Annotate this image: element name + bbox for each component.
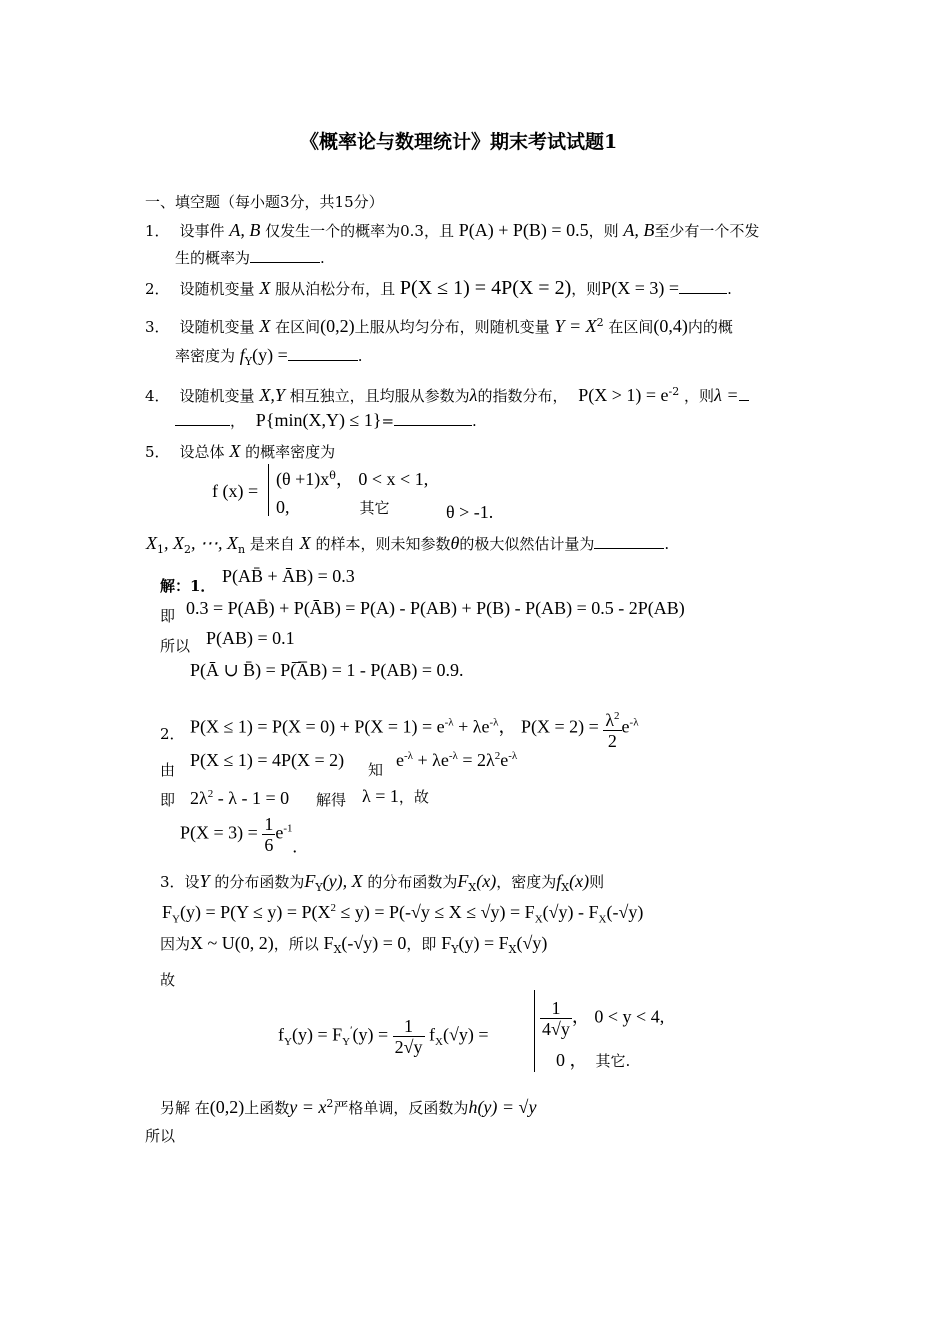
answer-blank[interactable] bbox=[739, 386, 749, 401]
solution-2-eq-5: λ = 1，故 bbox=[362, 786, 429, 806]
density-case-1: $(\theta +1)x^\theta$， 0 < x < 1, bbox=[276, 469, 429, 489]
section-heading: 一、填空题（每小题3分，共15分） bbox=[145, 193, 384, 211]
fraction: $\frac{1}{2√y}$ bbox=[394, 1016, 423, 1057]
solution-3-gu: 故 bbox=[160, 971, 176, 989]
solution-3-final-eq: $f_Y(y) = F_Y'(y)$ = $\frac{1}{2√y}$ $f_X(√y)$ = bbox=[278, 1016, 489, 1057]
fraction: $\frac{1}{4√y}$ bbox=[542, 998, 570, 1039]
question-4-line-2: ， P{min(X,Y) ≤ 1}= . bbox=[175, 410, 477, 431]
solution-2-eq-4: $2\lambda^2 - \lambda - 1 = 0$ bbox=[190, 788, 290, 808]
answer-blank[interactable] bbox=[288, 346, 358, 361]
piecewise-brace bbox=[534, 990, 535, 1072]
solution-2-eq-6: P(X = 3) = $\frac{1}{6}$ $e^{-1}$. bbox=[180, 814, 297, 857]
piecewise-brace bbox=[268, 464, 269, 516]
theta-condition: θ > -1. bbox=[446, 502, 494, 522]
density-lhs: f (x) = bbox=[212, 481, 259, 501]
fraction: $\frac{\lambda^2}{2}$ bbox=[603, 706, 621, 751]
question-5-line-2: $X_1$, $X_2$, ⋯, $X_n$ 是来自 X 的样本，则未知参数θ的极大似然估计量为 . bbox=[146, 533, 670, 556]
solution-3-case-1: $\frac{1}{4√y}$ ， 0 < y < 4, bbox=[542, 998, 665, 1039]
solution-2-zhi: 知 bbox=[368, 761, 384, 779]
solution-3-line-1: 3．设Y 的分布函数为$F_Y(y)$, X 的分布函数为$F_X(x)$，密度为$f_X(x)$则 bbox=[160, 871, 605, 894]
solution-2-ji: 即 bbox=[160, 791, 176, 809]
density-case-2: 0, 其它 bbox=[276, 497, 390, 517]
answer-blank[interactable] bbox=[175, 411, 230, 426]
solution-3-alt: 另解 在(0,2)上函数$y = x^2$严格单调，反函数为h(y) = √y bbox=[160, 1097, 537, 1117]
question-1-line-1: 1． 设事件 A, B 仅发生一个的概率为0.3，且 P(A) + P(B) = 0.5，则 A, B至少有一个不发 bbox=[145, 220, 760, 240]
solution-label: 解：1． bbox=[160, 577, 216, 595]
answer-blank[interactable] bbox=[250, 248, 320, 263]
solution-3-line-3: 因为X ~ U(0, 2)，所以 $F_X(-√y) = 0$，即 $F_Y(y) = F_X(√y)$ bbox=[160, 933, 548, 956]
solution-1-ji: 即 bbox=[160, 607, 176, 625]
question-2: 2． 设随机变量 X 服从泊松分布，且 P(X ≤ 1) = 4P(X = 2)，则P(X = 3) = . bbox=[145, 277, 732, 299]
page-title: 《概率论与数理统计》期末考试试题1 bbox=[300, 131, 618, 153]
question-3-line-2: 率密度为 $f_Y(y)$ = . bbox=[175, 345, 363, 368]
fraction: $\frac{1}{6}$ bbox=[264, 814, 274, 855]
question-3-line-1: 3． 设随机变量 X 在区间(0,2)上服从均匀分布，则随机变量 $Y = X^2$ 在区间(0,4)内的概 bbox=[145, 316, 733, 336]
solution-1-eq-2: 0.3 = P(AB̄) + P(ĀB) = P(A) - P(AB) + P(B) - P(AB) = 0.5 - 2P(AB) bbox=[186, 598, 685, 618]
solution-3-case-2: 0 ， 其它. bbox=[556, 1050, 631, 1070]
solution-2-eq-1: $P(X \le 1) = P(X = 0) + P(X = 1) = e^{-\lambda} + \lambda e^{-\lambda}$， P(X = 2) = $\frac{\lambda^2}{2}$ $e^{-\lambda}$ bbox=[190, 706, 639, 751]
question-4-line-1: 4． 设随机变量 X,Y 相互独立，且均服从参数为λ的指数分布， $P(X > 1) = e^{-2}$ ，则λ = bbox=[145, 382, 749, 406]
answer-blank[interactable] bbox=[394, 411, 472, 426]
solution-2-you: 由 bbox=[160, 761, 176, 779]
solution-2-eq-2: P(X ≤ 1) = 4P(X = 2) bbox=[190, 750, 345, 770]
solution-1-eq-1: P(AB̄ + ĀB) = 0.3 bbox=[222, 566, 355, 586]
solution-2-eq-3: $e^{-\lambda} + \lambda e^{-\lambda} = 2\lambda^2e^{-\lambda}$ bbox=[396, 750, 518, 770]
solution-2-number: 2． bbox=[160, 725, 185, 743]
solution-1-suoyi: 所以 bbox=[160, 637, 191, 655]
solution-3-eq-1: $F_Y(y) = P(Y \le y) = P(X^2 \le y) = P(-√y \le X \le √y) = F_X(√y) - F_X(-√y)$ bbox=[162, 902, 644, 926]
solution-1-eq-4: P(Ā ∪ B̄) = P(̅A̅B) = 1 - P(AB) = 0.9. bbox=[190, 660, 464, 680]
solution-3-suoyi: 所以 bbox=[145, 1127, 176, 1145]
solution-2-jiede: 解得 bbox=[316, 791, 347, 809]
answer-blank[interactable] bbox=[594, 534, 664, 549]
answer-blank[interactable] bbox=[679, 279, 727, 294]
question-5-line-1: 5． 设总体 X 的概率密度为 bbox=[145, 441, 336, 461]
solution-1-eq-3: P(AB) = 0.1 bbox=[206, 628, 295, 648]
question-1-line-2: 生的概率为 . bbox=[175, 249, 325, 267]
